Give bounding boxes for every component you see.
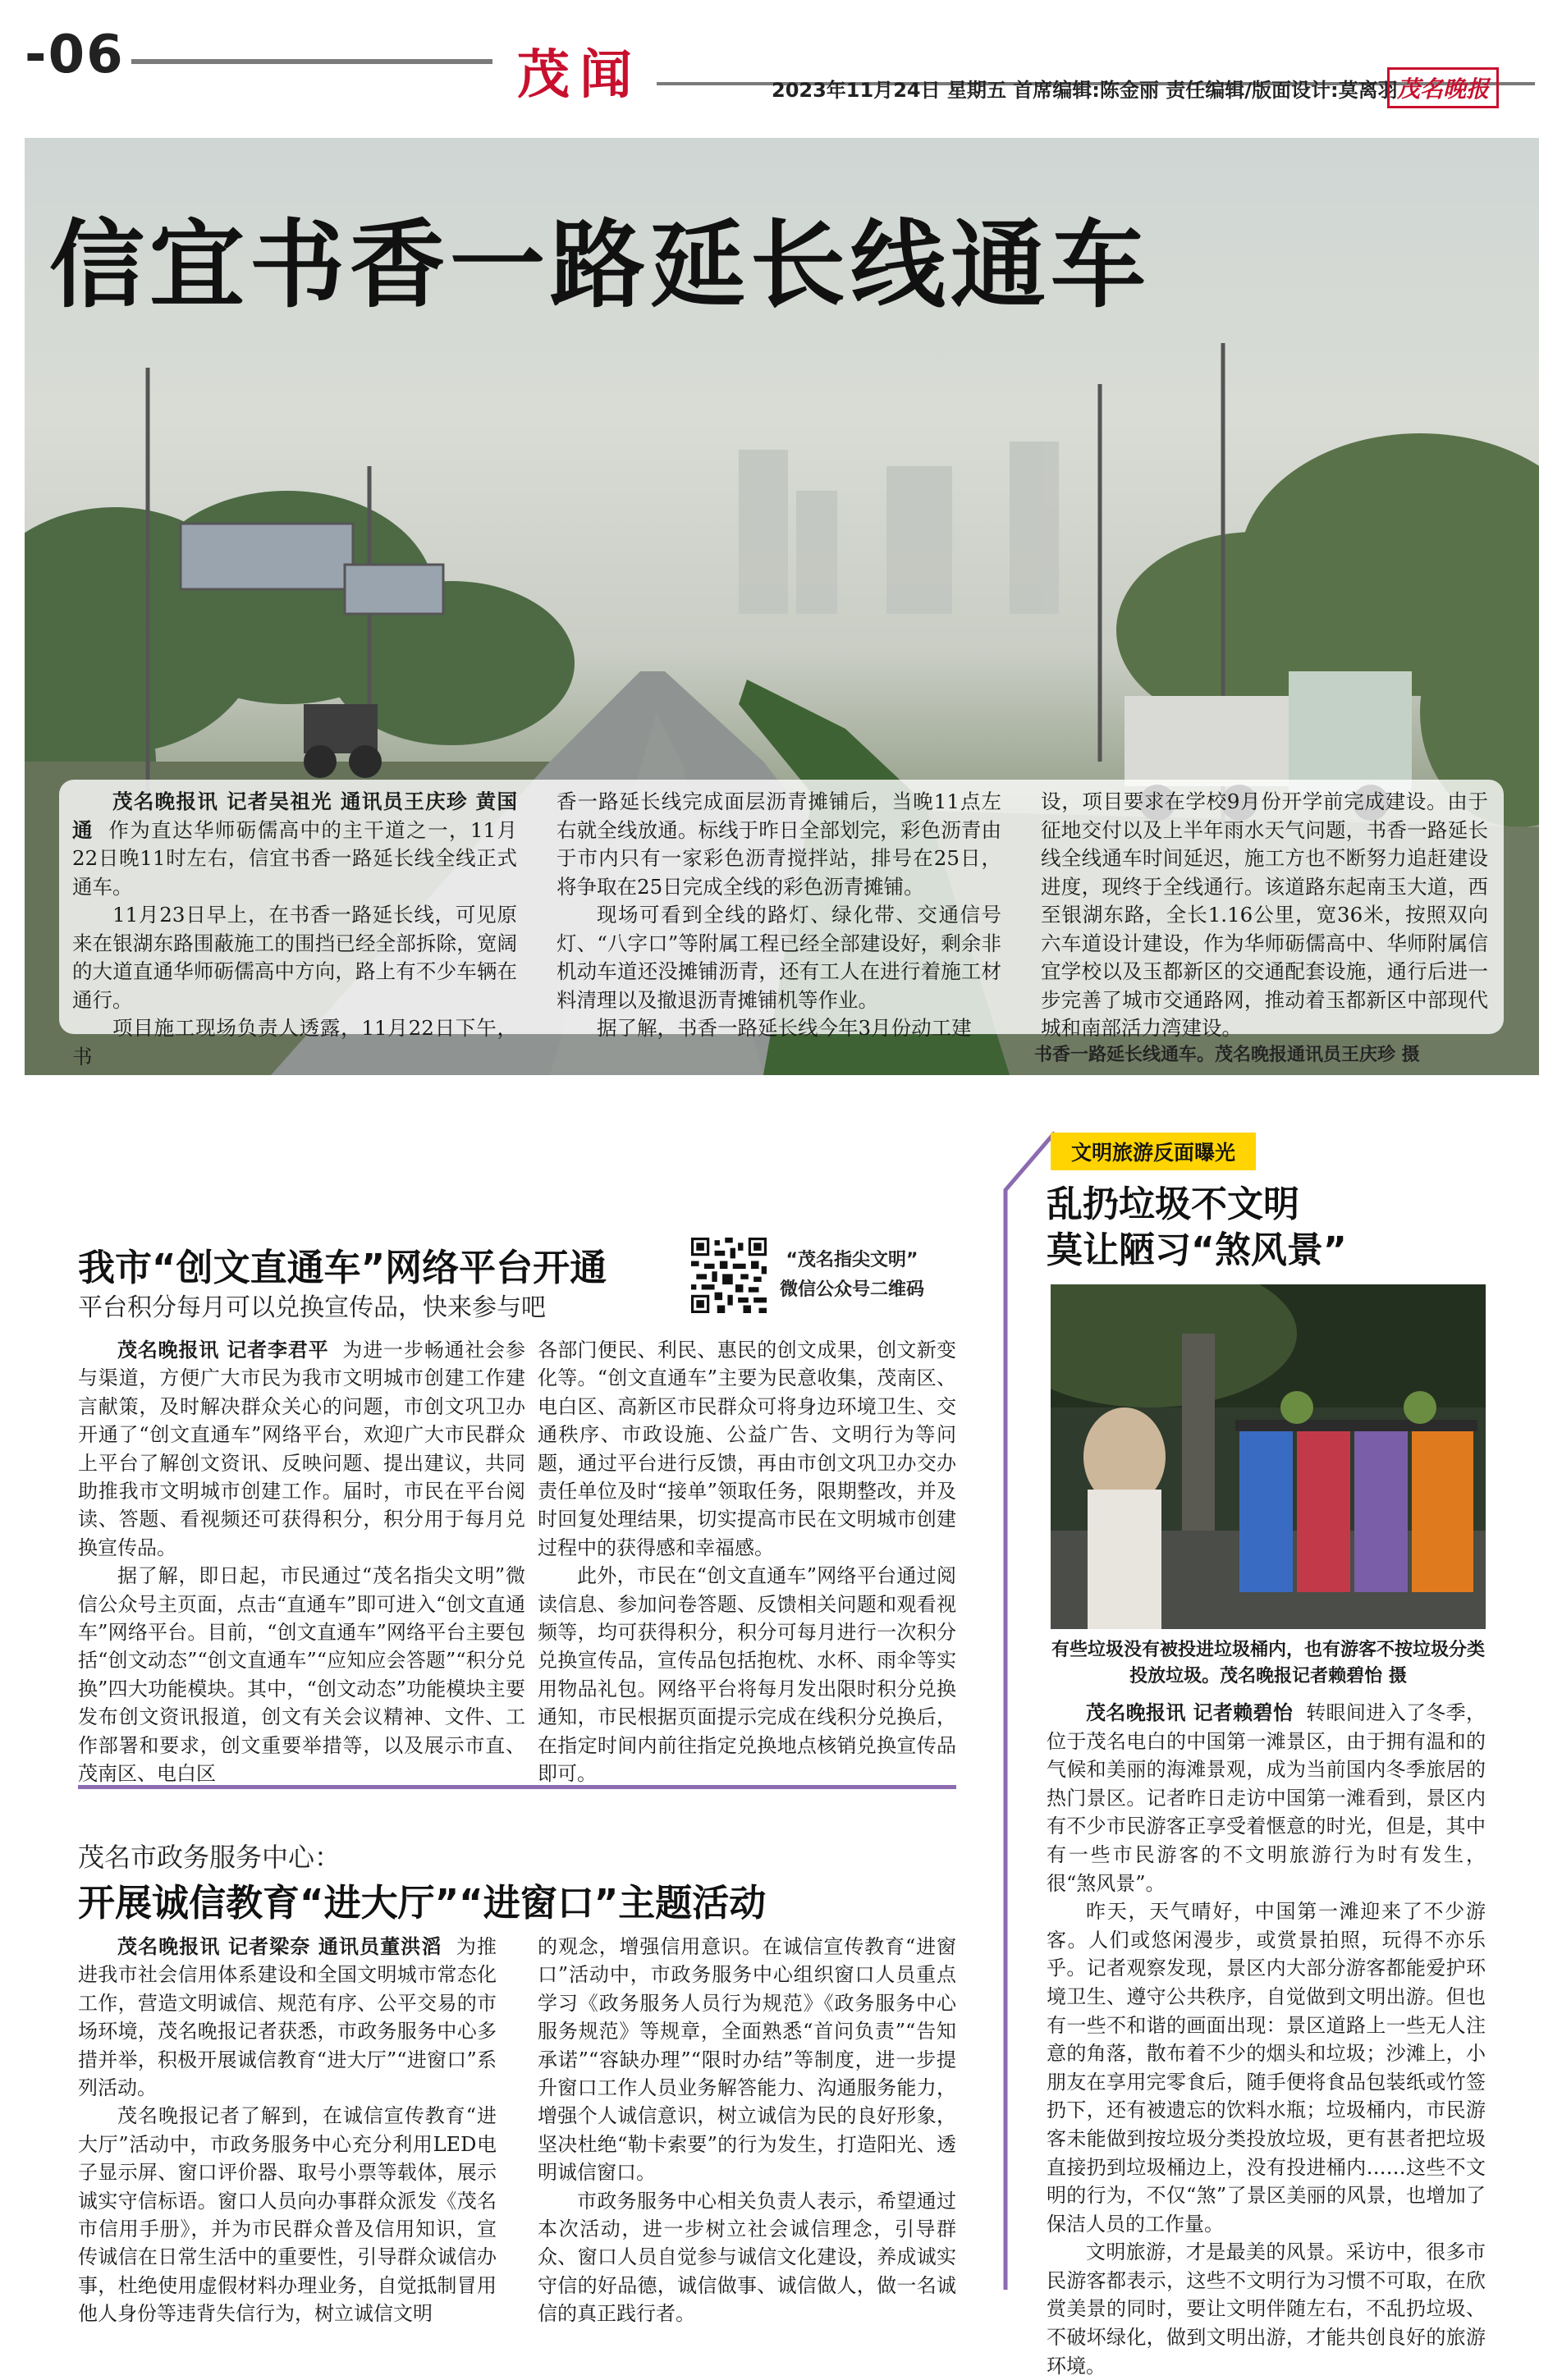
story2-col2-p2: 此外，市民在“创文直通车”网络平台通过阅读信息、参加问卷答题、反馈相关问题和观看视频等，均可获得积分，积分可每月进行一次积分兑换宣传品，宣传品包括抱枕、水杯、雨伞等实用物品礼包。网络平台将每月发出限时积分兑换通知，市民根据页面提示完成在线积分兑换后，在指定时间内前往指定兑换地点核销兑换宣传品即可。 <box>538 1564 956 1786</box>
lead-col2-p1: 香一路延长线完成面层沥青摊铺后，当晚11点左右就全线放通。标线于昨日全部划完，彩色沥青由于市内只有一家彩色沥青搅拌站，排号在25日，将争取在25日完成全线的彩色沥青摊铺。 <box>557 790 1001 899</box>
story2-title: 我市“创文直通车”网络平台开通 <box>78 1246 607 1289</box>
lead-col2-p3: 据了解，书香一路延长线今年3月份动工建 <box>597 1016 972 1040</box>
story4-p3: 文明旅游，才是最美的风景。采访中，很多市民游客都表示，这些不文明行为习惯不可取，在欣赏美景的同时，要让文明伴随左右，不乱扔垃圾、不破坏绿化，做到文明出游，才能共创良好的旅游环境。 <box>1047 2240 1486 2378</box>
lead-headline: 信宜书香一路延长线通车 <box>49 210 1151 321</box>
header-info: 2023年11月24日 星期五 首席编辑:陈金丽 责任编辑/版面设计:莫离羽 <box>772 79 1398 102</box>
qr-caption-line2: 微信公众号二维码 <box>780 1279 925 1300</box>
story4-p2: 昨天，天气晴好，中国第一滩迎来了不少游客。人们或悠闲漫步，或赏景拍照，玩得不亦乐乎。记者观察发现，景区内大部分游客都能爱护环境卫生、遵守公共秩序，自觉做到文明出游。但也有一些不和谐的画面出现：景区道路上一些无人注意的角落，散布着不少的烟头和垃圾；沙滩上，小朋友在享用完零食后，随手便将食品包装纸或竹签扔下，还有被遗忘的饮料水瓶；垃圾桶内，市民游客未能做到按垃圾分类投放垃圾，更有甚者把垃圾直接扔到垃圾桶边上，没有投进桶内……这些不文明的行为，不仅“煞”了景区美丽的风景，也增加了保洁人员的工作量。 <box>1047 1900 1486 2236</box>
newspaper-logo: 茂名晚报 <box>1387 67 1499 108</box>
story2-col1-p2: 据了解，即日起，市民通过“茂名指尖文明”微信公众号主页面，点击“直通车”即可进入“创文直通车”网络平台。目前，“创文直通车”网络平台主要包括“创文动态”“创文直通车”“应知应会答题”“积分兑换”四大功能模块。其中，“创文动态”功能模块主要发布创文资讯报道，创文有关会议精神、文件、工作部署和要求，创文重要举措等，以及展示市直、茂南区、电白区 <box>78 1564 525 1786</box>
story2-subtitle: 平台积分每月可以兑换宣传品，快来参与吧 <box>78 1293 546 1322</box>
story-divider <box>78 1785 956 1789</box>
qr-code-icon <box>691 1238 767 1313</box>
story2-column-2 <box>538 1336 956 1788</box>
section-name: 茂闻 <box>517 44 642 106</box>
story4-column <box>1047 1699 1486 2380</box>
story4-title-line1: 乱扔垃圾不文明 <box>1047 1183 1299 1225</box>
qr-caption <box>780 1246 924 1305</box>
story4-title-line2: 莫让陋习“煞风景” <box>1047 1229 1347 1271</box>
story4-photo-caption: 有些垃圾没有被投进垃圾桶内，也有游客不按垃圾分类投放垃圾。茂名晚报记者赖碧怡 摄 <box>1051 1640 1485 1687</box>
trash-bins-illustration <box>1051 1284 1486 1629</box>
lead-col1-p1: 作为直达华师砺儒高中的主干道之一，11月22日晚11时左右，信宜书香一路延长线全线正式通车。 <box>72 817 518 899</box>
story2-col2-p1: 各部门便民、利民、惠民的创文成果，创文新变化等。“创文直通车”主要为民意收集，茂南区、电白区、高新区市民群众可将身边环境卫生、交通秩序、市政设施、公益广告、文明行为等问题，通过平台进行反馈，再由市创文巩卫办交办责任单位及时“接单”领取任务，限期整改，并及时回复处理结果，切实提高市民在文明城市创建过程中的获得感和幸福感。 <box>538 1339 956 1559</box>
story3-col2-p2: 市政务服务中心相关负责人表示，希望通过本次活动，进一步树立社会诚信理念，引导群众、窗口人员自觉参与诚信文化建设，养成诚实守信的好品德，诚信做事、诚信做人，做一名诚信的真正践行者。 <box>538 2189 956 2326</box>
story4-tag: 文明旅游反面曝光 <box>1051 1133 1256 1170</box>
qr-caption-line1: “茂名指尖文明” <box>786 1250 918 1270</box>
lead-col1-p2: 11月23日早上，在书香一路延长线，可见原来在银湖东路围蔽施工的围挡已经全部拆除，宽阔的大道直通华师砺儒高中方向，路上有不少车辆在通行。 <box>72 903 517 1012</box>
story3-byline: 茂名晚报讯 记者梁奈 通讯员董洪滔 <box>117 1935 442 1958</box>
lead-byline: 茂名晚报讯 记者吴祖光 通讯员王庆珍 黄国通 <box>72 790 517 842</box>
story2-col1-p1: 为进一步畅通社会参与渠道，方便广大市民为我市文明城市创建工作建言献策，及时解决群众关心的问题，市创文巩卫办开通了“创文直通车”网络平台，欢迎广大市民群众上平台了解创文资讯、反映问题、提出建议，共同助推我市文明城市创建工作。届时，市民在平台阅读、答题、看视频还可获得积分，积分用于每月兑换宣传品。 <box>78 1339 526 1559</box>
story3-column-2 <box>538 1933 956 2328</box>
story3-col1-p1: 为推进我市社会信用体系建设和全国文明城市常态化工作，营造文明诚信、规范有序、公平交易的市场环境，茂名晚报记者获悉，市政务服务中心多措并举，积极开展诚信教育“进大厅”“进窗口”系列活动。 <box>78 1935 497 2100</box>
lead-col1-p3: 项目施工现场负责人透露，11月22日下午，书 <box>72 1016 517 1069</box>
story2-byline: 茂名晚报讯 记者李君平 <box>117 1339 329 1362</box>
story4-p1: 转眼间进入了冬季，位于茂名电白的中国第一滩景区，由于拥有温和的气候和美丽的海滩景观，成为当前国内冬季旅居的热门景区。记者昨日走访中国第一滩看到，景区内有不少市民游客正享受着惬意的时光，但是，其中有一些市民游客的不文明旅游行为时有发生，很“煞风景”。 <box>1047 1701 1486 1895</box>
lead-col2-p2: 现场可看到全线的路灯、绿化带、交通信号灯、“八字口”等附属工程已经全部建设好，剩余非机动车道还没摊铺沥青，还有工人在进行着施工材料清理以及撤退沥青摊铺机等作业。 <box>557 903 1001 1012</box>
page-number: -06 <box>25 25 125 85</box>
lead-col3-p1: 设，项目要求在学校9月份开学前完成建设。由于征地交付以及上半年雨水天气问题，书香一路延长线全线通车时间延迟，施工方也不断努力追赶建设进度，现终于全线通行。该道路东起南玉大道，西至银湖东路，全长1.16公里，宽36米，按照双向六车道设计建设，作为华师砺儒高中、华师附属信宜学校以及玉都新区的交通配套设施，通行后进一步完善了城市交通路网，推动着玉都新区中部现代城和南部活力湾建设。 <box>1041 790 1488 1040</box>
header-rule-left <box>131 59 492 64</box>
story3-title: 开展诚信教育“进大厅”“进窗口”主题活动 <box>78 1881 767 1925</box>
lead-column-1 <box>72 788 517 1071</box>
story3-kicker: 茂名市政务服务中心： <box>78 1842 341 1873</box>
story4-photo <box>1051 1284 1486 1629</box>
lead-column-2 <box>557 788 1001 1043</box>
story4-title <box>1047 1182 1347 1274</box>
story3-column-1 <box>78 1933 497 2328</box>
story3-col1-p2: 茂名晚报记者了解到，在诚信宣传教育“进大厅”活动中，市政务服务中心充分利用LED电子显示屏、窗口评价器、取号小票等载体，展示诚实守信标语。窗口人员向办事群众派发《茂名市信用手册》，并为市民群众普及信用知识，宣传诚信在日常生活中的重要性，引导群众诚信办事，杜绝使用虚假材料办理业务，自觉抵制冒用他人身份等违背失信行为，树立诚信文明 <box>78 2104 497 2326</box>
story2-column-1 <box>78 1336 525 1788</box>
lead-photo-caption: 书香一路延长线通车。茂名晚报通讯员王庆珍 摄 <box>1034 1045 1420 1065</box>
story4-byline: 茂名晚报讯 记者赖碧怡 <box>1086 1701 1294 1724</box>
lead-column-3 <box>1041 788 1488 1043</box>
story3-col2-p1: 的观念，增强信用意识。在诚信宣传教育“进窗口”活动中，市政务服务中心组织窗口人员重点学习《政务服务人员行为规范》《政务服务中心服务规范》等规章，全面熟悉“首问负责”“告知承诺”“容缺办理”“限时办结”等制度，进一步提升窗口工作人员业务解答能力、沟通服务能力，增强个人诚信意识，树立诚信为民的良好形象，坚决杜绝“勒卡索要”的行为发生，打造阳光、透明诚信窗口。 <box>538 1935 956 2185</box>
